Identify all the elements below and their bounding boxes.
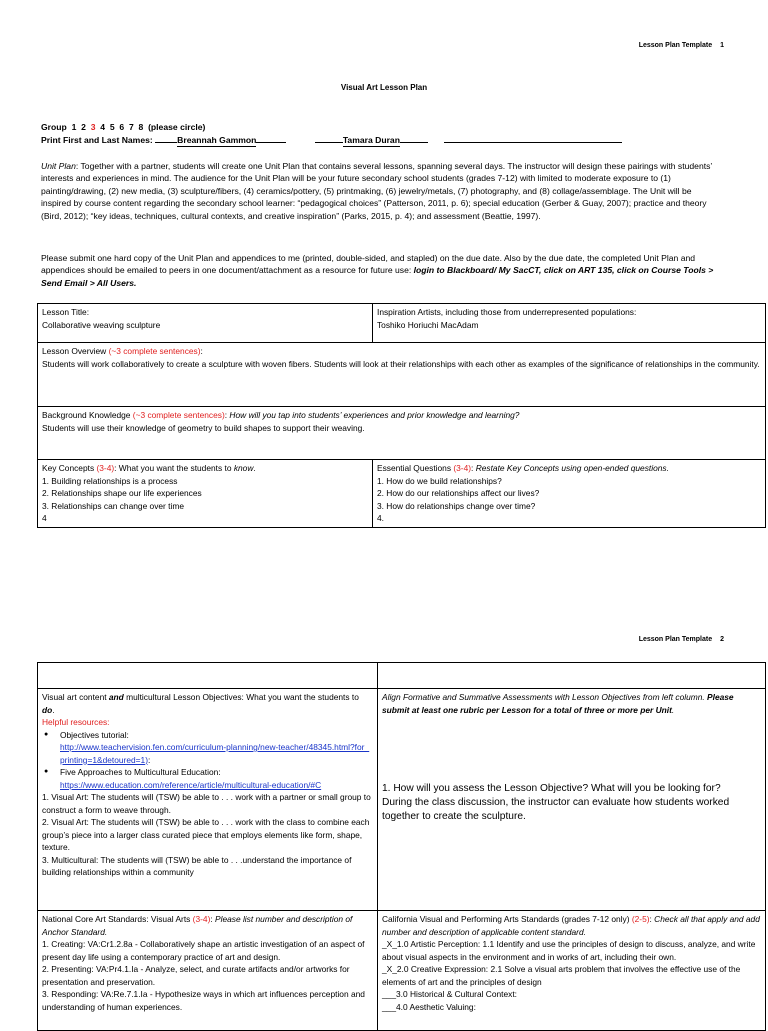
essential-questions-note: (3-4) — [453, 463, 472, 473]
empty-header-cell — [378, 663, 766, 689]
resource-1-label: ● Objectives tutorial: — [60, 729, 129, 740]
group-note: (please circle) — [148, 122, 206, 132]
key-concepts-cell — [38, 460, 373, 528]
submit-instruction: login to Blackboard/ My SacCT, click on ART 135, click on Course Tools > Send Email > All Users. — [41, 265, 714, 288]
background-value: Students will use their knowledge of geometry to build shapes to support their weaving. — [42, 422, 365, 433]
document-title: Visual Art Lesson Plan — [340, 83, 428, 92]
names-line — [41, 134, 622, 147]
resource-1-tail: : — [148, 754, 151, 765]
lesson-title-value: Collaborative weaving sculpture — [42, 319, 161, 330]
california-standards-cell: California Visual and Performing Arts Standards (grades 7-12 only) (2-5): Check all that apply and add number and description of applicable content standard. _X_1.0 Artistic Perception: 1.1 Identify and use the principles of design to discuss, analyze, and write about visual aspects in the environment and in works of art, including their own. _X_2.0 Creative Expression: 2.1 Solve a visual arts problem that involves the effective use of the elements of art and the principles of design ___3.0 Historical & Cultural Context: ___4.0 Aesthetic Valuing: — [378, 911, 766, 1031]
essential-question-item: 2. How do our relationships affect our lives? — [377, 488, 540, 498]
objectives-label-and: and — [108, 692, 124, 702]
california-standards-note: (2-5) — [631, 914, 650, 924]
header-label: Lesson Plan Template — [638, 636, 713, 643]
group-line — [41, 121, 205, 133]
lesson-plan-table-1 — [37, 303, 766, 528]
names-label: Print First and Last Names: — [41, 135, 153, 145]
lesson-title-label: Lesson Title: — [42, 307, 90, 317]
unit-plan-label: Unit Plan — [41, 161, 76, 171]
inspiration-cell — [373, 304, 766, 343]
objectives-label-rest: multicultural Lesson Objectives: What you want the students to — [123, 692, 359, 702]
background-label: Background Knowledge — [42, 410, 131, 420]
california-standard-item: _X_1.0 Artistic Perception: 1.1 Identify and use the principles of design to discuss, analyze, and write about visual aspects in the environment and in works of art, including their own. — [382, 939, 756, 962]
page-header — [639, 40, 724, 52]
essential-questions-prompt: Restate Key Concepts using open-ended questions. — [475, 463, 669, 473]
overview-note: (~3 complete sentences) — [108, 346, 201, 356]
unit-plan-text: : Together with a partner, students will create one Unit Plan that contains several lessons, spanning several days. The instructor will design these pairings with students’ interests and experiences in mind. The audience for the Unit Plan will be your future secondary school students (grades 7-12) with limited to moderate exposure to (1) painting/drawing, (2) new media, (3) sculpture/fibers, (4) ceramics/pottery, (5) printmaking, (6) jewelry/metals, (7) photography, and (8) collage/assemblage. The Unit will be inspired by course content regarding the secondary school learner: “pedagogical choices” (Patterson, 2011, p. 6); special education (Gerber & Guay, 2007); practice and theory (Bird, 2012); “key ideas, techniques, cultural contexts, and creative inspiration” (Parks, 2015, p. 4); and assessment (Beattie, 1997). — [41, 161, 712, 221]
national-standards-prompt: Please list number and description of Anchor Standard. — [42, 914, 353, 937]
essential-questions-cell: Essential Questions (3-4): Restate Key Concepts using open-ended questions. 1. How do we build relationships? 2. How do our relationships affect our lives? 3. How do relationships change over time? 4. — [373, 460, 766, 528]
resource-2-label: ● Five Approaches to Multicultural Education: — [60, 767, 221, 777]
national-standard-item: 3. Responding: VA:Re.7.1.Ia - Hypothesize ways in which art influences perception and understanding of human experiences. — [42, 989, 365, 1012]
national-standards-cell: National Core Art Standards: Visual Arts (3-4): Please list number and description of Anchor Standard. 1. Creating: VA:Cr1.2.8a - Collaboratively shape an artistic investigation of an aspect of present day life using a contemporary practice of art and design. 2. Presenting: VA:Pr4.1.Ia - Analyze, select, and curate artifacts and/or artworks for presentation and preservation. 3. Responding: VA:Re.7.1.Ia - Hypothesize ways in which art influences perception and understanding of human experiences. — [38, 911, 378, 1031]
objective-3: 3. Multicultural: The students will (TSW) be able to . . .understand the importance of building relationships within a community — [42, 854, 352, 877]
national-standards-label: National Core Art Standards: Visual Arts — [42, 914, 191, 924]
overview-label: Lesson Overview — [42, 346, 107, 356]
objective-1: 1. Visual Art: The students will (TSW) be able to . . . work with a partner or small group to construct a form to weave through. — [42, 792, 371, 815]
group-number[interactable]: 4 — [100, 122, 106, 132]
submit-paragraph — [41, 252, 721, 289]
california-standards-label: California Visual and Performing Arts Standards (grades 7-12 only) — [382, 914, 630, 924]
group-number[interactable]: 6 — [119, 122, 125, 132]
name-3-blank[interactable] — [444, 142, 622, 143]
assessment-answer: During the class discussion, the instructor can evaluate how students worked together to create the sculpture. — [382, 797, 730, 822]
resources-list — [42, 729, 373, 792]
essential-questions-label: Essential Questions — [377, 463, 452, 473]
assessment-prompt: Align Formative and Summative Assessments with Lesson Objectives from left column. — [382, 692, 708, 702]
resource-1-link[interactable]: http://www.teachervision.fen.com/curriculum-planning/new-teacher/48345.html?for_printing=1&detoured=1) — [60, 742, 370, 765]
lesson-title-cell — [38, 304, 373, 343]
background-cell: Background Knowledge (~3 complete sentences): How will you tap into students’ experiences and prior knowledge and learning? Students will use their knowledge of geometry to build shapes to support their weaving. — [38, 407, 766, 460]
overview-cell: Lesson Overview (~3 complete sentences): Students will work collaboratively to create a sculpture with woven fibers. Students will look at their relationships with each other as examples of the significance of relationships in the community. — [38, 343, 766, 407]
assessment-question: 1. How will you assess the Lesson Objective? What will you be looking for? — [382, 783, 721, 794]
key-concepts-prompt-end: . — [253, 463, 256, 473]
objectives-label: Visual art content — [42, 692, 109, 702]
group-number[interactable]: 5 — [109, 122, 115, 132]
california-standard-item: ___3.0 Historical & Cultural Context: — [382, 989, 517, 999]
essential-question-item: 3. How do relationships change over time? — [377, 500, 536, 511]
california-standards-prompt: Check all that apply and add number and description of applicable content standard. — [382, 914, 760, 937]
key-concepts-prompt-emphasis: know — [233, 463, 254, 473]
key-concept-item: 4 — [42, 513, 47, 523]
lesson-plan-table-2 — [37, 662, 766, 1031]
objective-2: 2. Visual Art: The students will (TSW) be able to . . . work with the class to combine each group’s piece into a larger class curated piece that employs elements like form, shape, texture. — [42, 817, 370, 852]
objectives-label-do: do — [42, 704, 53, 715]
national-standard-item: 2. Presenting: VA:Pr4.1.Ia - Analyze, select, and curate artifacts and/or artworks for presentation and preservation. — [42, 964, 350, 987]
resource-item — [60, 766, 373, 791]
assessment-prompt-bold: Please submit at least one rubric per Lesson for a total of three or more per Unit — [382, 692, 734, 715]
submit-text: Please submit one hard copy of the Unit Plan and appendices to me (printed, double-sided, and stapled) on the due date. Also by the due date, the completed Unit Plan and appendices should be emailed to peers in one document/attachment as a resource for future use: — [41, 253, 696, 276]
page-header — [639, 634, 724, 646]
group-number[interactable]: 2 — [81, 122, 86, 132]
inspiration-value: Toshiko Horiuchi MacAdam — [377, 319, 479, 330]
unit-plan-paragraph — [41, 160, 721, 222]
group-number-selected[interactable]: 3 — [90, 122, 96, 132]
assessment-prompt-end: . — [671, 704, 675, 715]
page-number: 1 — [720, 42, 724, 49]
group-number[interactable]: 8 — [138, 122, 144, 132]
inspiration-label: Inspiration Artists, including those from underrepresented populations: — [377, 307, 637, 317]
header-label: Lesson Plan Template — [638, 42, 713, 49]
objectives-label-end: . — [52, 704, 55, 715]
california-standard-item: _X_2.0 Creative Expression: 2.1 Solve a visual arts problem that involves the effective use of the elements of art and the principles of design — [382, 964, 741, 987]
key-concepts-note: (3-4) — [96, 463, 115, 473]
national-standards-note: (3-4) — [192, 914, 211, 924]
background-prompt: How will you tap into students’ experiences and prior knowledge and learning? — [229, 410, 520, 420]
page-number: 2 — [720, 636, 724, 643]
key-concept-item: 1. Building relationships is a process — [42, 475, 178, 486]
group-number[interactable]: 1 — [71, 122, 77, 132]
objectives-cell — [38, 689, 378, 911]
name-1[interactable]: Breannah Gammon — [177, 134, 256, 147]
national-standard-item: 1. Creating: VA:Cr1.2.8a - Collaboratively shape an artistic investigation of an aspect of present day life using a contemporary practice of art and design. — [42, 939, 365, 962]
key-concept-item: 3. Relationships can change over time — [42, 500, 184, 511]
california-standard-item: ___4.0 Aesthetic Valuing: — [382, 1001, 476, 1012]
resource-item — [60, 729, 373, 767]
essential-question-item: 1. How do we build relationships? — [377, 475, 502, 486]
key-concepts-prompt: : What you want the students to — [114, 463, 234, 473]
helpful-resources-label: Helpful resources: — [42, 717, 110, 727]
name-2[interactable]: Tamara Duran — [343, 134, 400, 147]
overview-value: Students will work collaboratively to create a sculpture with woven fibers. Students will look at their relationships with each other as examples of the significance of relationships in the community. — [42, 358, 760, 369]
essential-question-item: 4. — [377, 513, 384, 523]
assessment-cell — [378, 689, 766, 911]
key-concepts-label: Key Concepts — [42, 463, 95, 473]
resource-2-link[interactable]: https://www.education.com/reference/article/multicultural-education/#C — [60, 779, 322, 790]
empty-header-cell — [38, 663, 378, 689]
group-label: Group — [41, 122, 67, 132]
group-number[interactable]: 7 — [128, 122, 134, 132]
key-concept-item: 2. Relationships shape our life experiences — [42, 488, 202, 498]
background-note: (~3 complete sentences) — [132, 410, 225, 420]
